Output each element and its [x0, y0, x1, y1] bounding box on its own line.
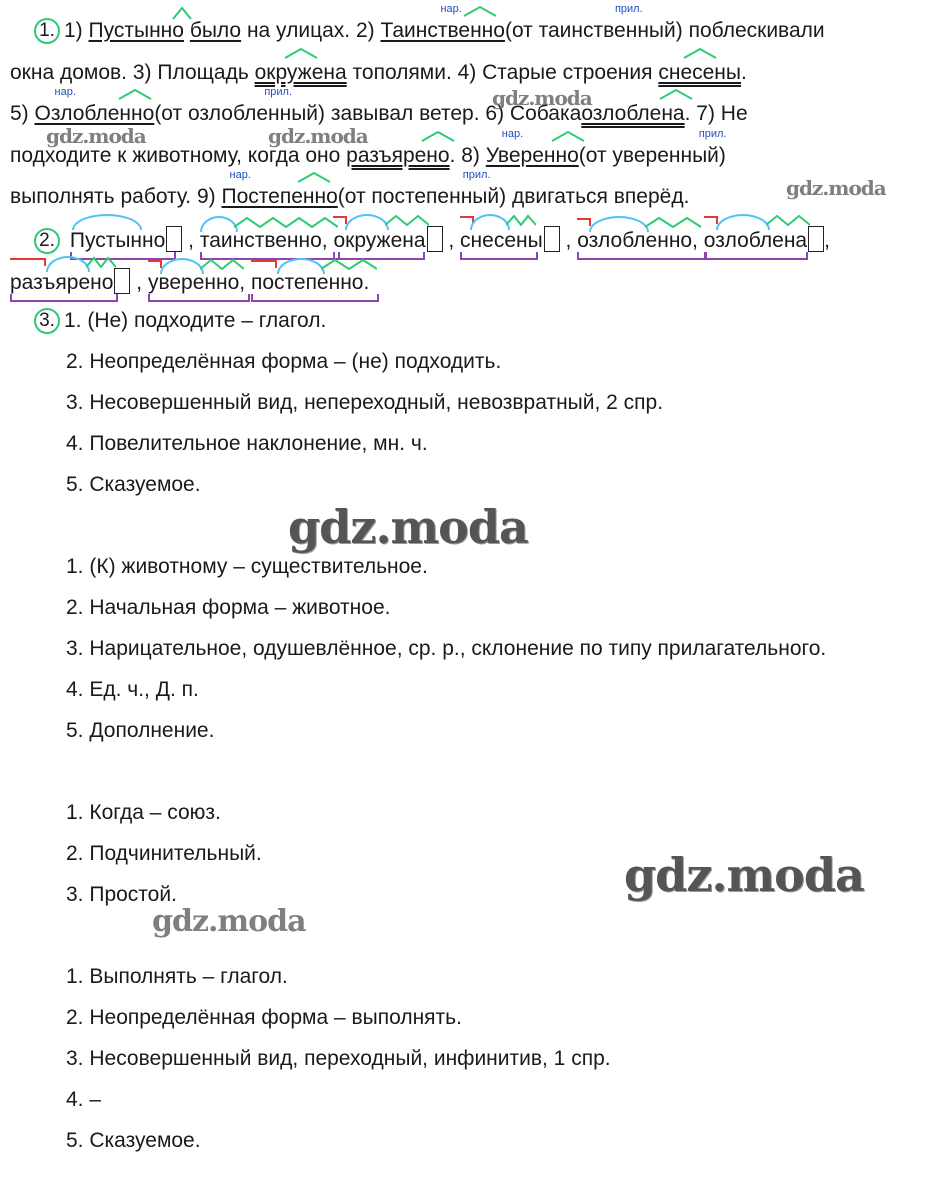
- suffix-arch-icon: [421, 130, 455, 142]
- task2-number: 2.: [34, 228, 60, 254]
- watermark: gdz.moda: [492, 86, 592, 110]
- suffix-arch-icon: [118, 88, 152, 100]
- task3-b4-item: 2. Неопределённая форма – выполнять.: [66, 1006, 462, 1029]
- task1-number: 1.: [34, 18, 60, 44]
- suffix-zigzag-icon: [766, 214, 810, 226]
- task3-b1-item: 4. Повелительное наклонение, мн. ч.: [66, 432, 428, 455]
- word-pustynno: Пустынно: [88, 19, 184, 42]
- task3-b3-item: 1. Когда – союз.: [66, 801, 221, 824]
- ending-box: [427, 226, 443, 252]
- suffix-arch-icon: [683, 47, 717, 59]
- task1-line2: окна домов. 3) Площадь окружена тополями. 4) Старые строения снесены.: [10, 60, 747, 86]
- ending-box: [544, 226, 560, 252]
- word-snesseny: снесены: [658, 60, 741, 86]
- suffix-zigzag-icon: [200, 258, 244, 270]
- morph-snesseny: снесены: [460, 226, 560, 254]
- word-razyareno: разъярено: [346, 143, 449, 169]
- morph-okruzhena: окружена: [333, 226, 442, 254]
- task3-b4-item: 1. Выполнять – глагол.: [66, 965, 288, 988]
- task3-b2-item: 1. (К) животному – существительное.: [66, 555, 428, 578]
- suffix-zigzag-icon: [86, 256, 116, 268]
- watermark: gdz.moda: [152, 904, 306, 939]
- watermark: gdz.moda: [786, 176, 886, 200]
- task1-line1: 1. 1) Пустынно было на улицах. 2) нар. Таинственно прил. (от таинственный) поблескивали: [34, 18, 825, 44]
- word-bylo: было: [189, 19, 242, 42]
- word-okruzhena: окружена: [255, 60, 347, 86]
- morph-ozloblenno: озлобленно: [577, 228, 692, 254]
- suffix-arch-icon: [463, 5, 497, 17]
- task3-b2-item: 4. Ед. ч., Д. п.: [66, 678, 199, 701]
- ending-box: [114, 268, 130, 294]
- task3-b2-item: 5. Дополнение.: [66, 719, 215, 742]
- task2-line2: разъярено , уверенно, постепенно.: [10, 268, 369, 296]
- ending-box: [166, 226, 182, 252]
- suffix-zigzag-icon: [506, 214, 536, 226]
- task3-b4-item: 3. Несовершенный вид, переходный, инфинитив, 1 спр.: [66, 1047, 611, 1070]
- word-tainstvenno: нар. Таинственно: [380, 3, 505, 42]
- task3-b2-item: 3. Нарицательное, одушевлённое, ср. р., склонение по типу прилагательного.: [66, 637, 827, 660]
- morph-postepenno: постепенно: [251, 270, 364, 296]
- morph-pustynno: Пустынно: [70, 226, 182, 254]
- task1-line5: выполнять работу. 9) нар. Постепенно прил. (от постепенный) двигаться вперёд.: [10, 169, 690, 208]
- morph-tainstvenno: таинственно: [200, 228, 322, 254]
- word-postepenno: нар. Постепенно: [221, 169, 338, 208]
- word-ozloblenno: нар. Озлобленно: [34, 86, 155, 125]
- task3-b1-item: 5. Сказуемое.: [66, 473, 201, 496]
- watermark: gdz.moda: [46, 124, 146, 148]
- suffix-arch-icon: [297, 171, 331, 183]
- task3-line-1: 3. 1. (Не) подходите – глагол.: [34, 308, 326, 334]
- watermark: gdz.moda: [624, 848, 864, 902]
- task3-b1-item: 2. Неопределённая форма – (не) подходить.: [66, 350, 502, 373]
- suffix-zigzag-icon: [321, 258, 377, 270]
- watermark: gdz.moda: [268, 124, 368, 148]
- suffix-arch-icon: [172, 6, 192, 20]
- task1-line4: подходите к животному, когда оно разъярено. 8) нар. Уверенно прил. (от уверенный): [10, 128, 727, 167]
- suffix-arch-icon: [551, 130, 585, 142]
- task3-b2-item: 2. Начальная форма – животное.: [66, 596, 391, 619]
- task3-b1-item: 3. Несовершенный вид, непереходный, невозвратный, 2 спр.: [66, 391, 664, 414]
- suffix-arch-icon: [659, 88, 693, 100]
- suffix-zigzag-icon: [385, 214, 429, 226]
- suffix-zigzag-icon: [645, 216, 701, 228]
- ending-box: [808, 226, 824, 252]
- word-uverenno: нар. Уверенно: [486, 143, 579, 169]
- task1-line3: 5) нар. Озлобленно прил. (от озлобленный) завывал ветер. 6) Собака озлоблена. 7) Не: [10, 86, 748, 125]
- task3-b3-item: 3. Простой.: [66, 883, 177, 906]
- word-ozloblena: озлоблена: [581, 101, 684, 127]
- morph-ozloblena: озлоблена: [704, 226, 824, 254]
- watermark: gdz.moda: [288, 500, 528, 554]
- suffix-zigzag-icon: [234, 216, 338, 228]
- suffix-arch-icon: [284, 47, 318, 59]
- task3-b3-item: 2. Подчинительный.: [66, 842, 262, 865]
- task3-number: 3.: [34, 308, 60, 334]
- morph-razyareno: разъярено: [10, 268, 130, 296]
- task3-b4-item: 5. Сказуемое.: [66, 1129, 201, 1152]
- task3-b4-item: 4. –: [66, 1088, 102, 1111]
- task2-line1: 2. Пустынно , таинственно, окружена , снесены , озлобленно, озлоблена ,: [34, 226, 830, 254]
- morph-uverenno: уверенно: [148, 270, 239, 296]
